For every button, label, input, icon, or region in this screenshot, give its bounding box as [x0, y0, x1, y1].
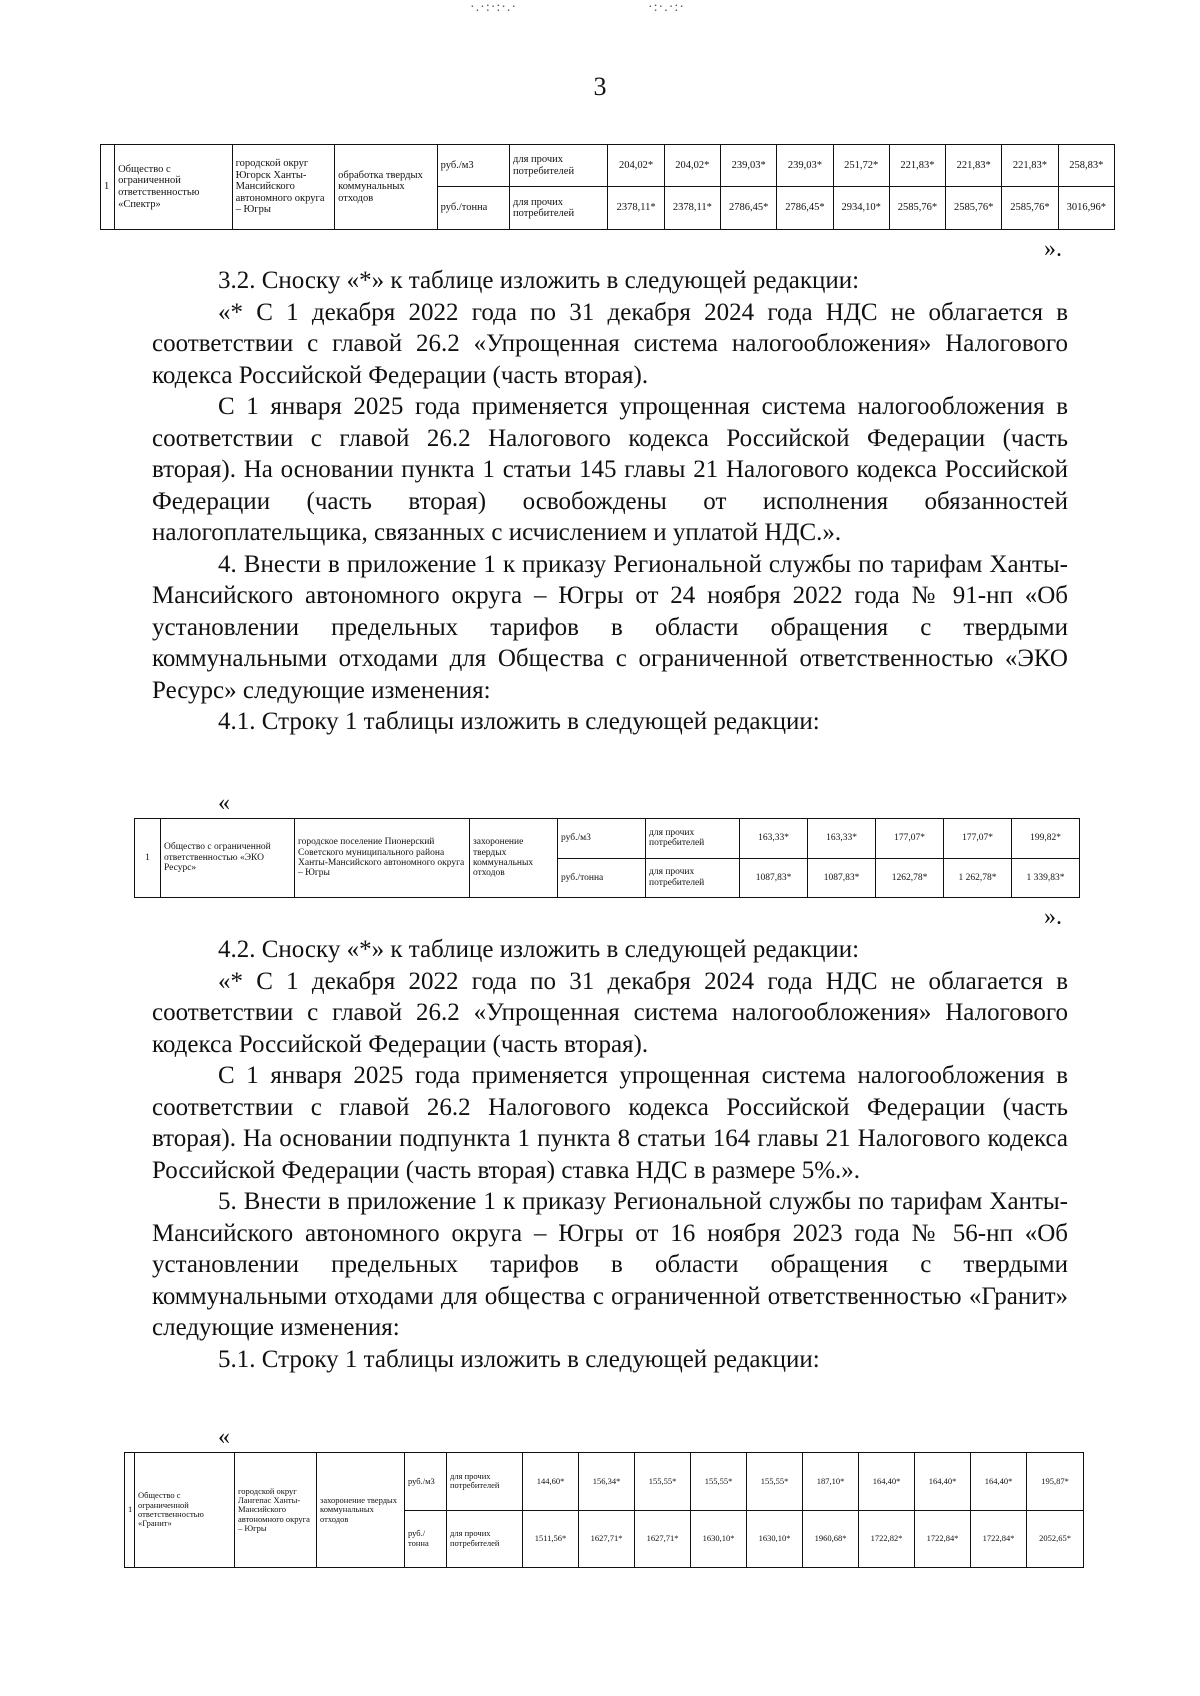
paragraph: 4. Внести в приложение 1 к приказу Региональной службы по тарифам Ханты-Мансийского автономного округа – Югры от 24 ноября 2022 года № 91-нп «Об установлении предельных тарифов в области обращения с твердыми коммунальными отходами для Общества с ограниченной ответственностью «ЭКО Ресурс» следующие изменения:: [152, 550, 1068, 704]
scan-artifact: ·:·.·:·: [648, 0, 685, 15]
consumer-group-cell: для прочих потребителей: [447, 1453, 523, 1511]
tariff-table-granit: [124, 1452, 1084, 1568]
tariff-table-eko-resurs: [134, 818, 1080, 898]
tariff-value: 164,40*: [915, 1453, 971, 1511]
activity-cell: захоронение твердых коммунальных отходов: [317, 1453, 405, 1568]
paragraph: 5.1. Строку 1 таблицы изложить в следующей редакции:: [218, 1345, 820, 1373]
tariff-value: 204,02*: [664, 145, 720, 187]
row-number: 1: [125, 1453, 135, 1568]
activity-cell: захоронение твердых коммунальных отходов: [470, 819, 558, 898]
tariff-value: 155,55*: [691, 1453, 747, 1511]
consumer-group-cell: для прочих потребителей: [447, 1510, 523, 1568]
unit-cell: руб./м3: [558, 819, 646, 859]
paragraph: С 1 января 2025 года применяется упрощенная система налогообложения в соответствии с главой 26.2 Налогового кодекса Российской Федерации (часть вторая). На основании подпункта 1 пункта 8 статьи 164 главы 21 Налогового кодекса Российской Федерации (часть вторая) ставка НДС в размере 5%.».: [152, 1062, 1068, 1184]
opening-quote: «: [218, 790, 230, 816]
consumer-group-cell: для прочих потребителей: [509, 187, 607, 230]
text-block-1: [152, 265, 1068, 738]
tariff-value: 1627,71*: [635, 1510, 691, 1568]
tariff-value: 2786,45*: [721, 187, 777, 230]
territory-cell: городской округ Лангепас Ханты-Мансийского автономного округа – Югры: [235, 1453, 317, 1568]
tariff-value: 1722,82*: [859, 1510, 915, 1568]
tariff-value: 2585,76*: [889, 187, 945, 230]
unit-cell: руб./м3: [437, 145, 509, 187]
tariff-value: 221,83*: [1002, 145, 1058, 187]
tariff-value: 239,03*: [777, 145, 833, 187]
paragraph: 4.2. Сноску «*» к таблице изложить в следующей редакции:: [218, 936, 860, 963]
tariff-value: 1087,83*: [808, 858, 876, 898]
page-number: 3: [593, 72, 607, 101]
organization-cell: Общество с ограниченной ответственностью «ЭКО Ресурс»: [161, 819, 295, 898]
tariff-value: 239,03*: [721, 145, 777, 187]
closing-quote: ».: [1044, 904, 1062, 930]
tariff-value: 204,02*: [608, 145, 664, 187]
tariff-value: 156,34*: [579, 1453, 635, 1511]
tariff-value: 164,40*: [859, 1453, 915, 1511]
tariff-value: 258,83*: [1058, 145, 1114, 187]
tariff-value: 195,87*: [1027, 1453, 1084, 1511]
unit-cell: руб./тонна: [405, 1510, 447, 1568]
tariff-value: 177,07*: [944, 819, 1012, 859]
tariff-value: 1630,10*: [691, 1510, 747, 1568]
tariff-value: 164,40*: [971, 1453, 1027, 1511]
tariff-value: 155,55*: [635, 1453, 691, 1511]
row-number: 1: [101, 145, 115, 230]
tariff-value: 1 339,83*: [1012, 858, 1080, 898]
opening-quote: «: [218, 1424, 230, 1450]
consumer-group-cell: для прочих потребителей: [646, 858, 740, 898]
tariff-value: 2052,65*: [1027, 1510, 1084, 1568]
tariff-value: 2585,76*: [946, 187, 1002, 230]
tariff-value: 187,10*: [803, 1453, 859, 1511]
paragraph: С 1 января 2025 года применяется упрощенная система налогообложения в соответствии с главой 26.2 Налогового кодекса Российской Федерации (часть вторая). На основании пункта 1 статьи 145 главы 21 Налогового кодекса Российской Федерации (часть вторая) освобождены от исполнения обязанностей налогоплательщика, связанных с исчислением и уплатой НДС.».: [152, 393, 1068, 546]
tariff-value: 1 262,78*: [944, 858, 1012, 898]
tariff-value: 1722,84*: [915, 1510, 971, 1568]
paragraph: «* С 1 декабря 2022 года по 31 декабря 2024 года НДС не облагается в соответствии с главой 26.2 «Упрощенная система налогообложения» Налогового кодекса Российской Федерации (часть вторая).: [152, 298, 1068, 389]
tariff-value: 177,07*: [876, 819, 944, 859]
tariff-value: 1511,56*: [523, 1510, 579, 1568]
paragraph: 4.1. Строку 1 таблицы изложить в следующей редакции:: [218, 708, 820, 735]
tariff-value: 1262,78*: [876, 858, 944, 898]
tariff-value: 251,72*: [833, 145, 889, 187]
tariff-value: 2378,11*: [664, 187, 720, 230]
consumer-group-cell: для прочих потребителей: [646, 819, 740, 859]
tariff-value: 3016,96*: [1058, 187, 1114, 230]
tariff-value: 2585,76*: [1002, 187, 1058, 230]
tariff-value: 1087,83*: [740, 858, 808, 898]
text-block-2: [152, 934, 1068, 1375]
tariff-value: 163,33*: [740, 819, 808, 859]
unit-cell: руб./тонна: [558, 858, 646, 898]
tariff-value: 1960,68*: [803, 1510, 859, 1568]
tariff-value: 2934,10*: [833, 187, 889, 230]
closing-quote: ».: [1044, 236, 1062, 262]
tariff-value: 1630,10*: [747, 1510, 803, 1568]
unit-cell: руб./тонна: [437, 187, 509, 230]
tariff-value: 2786,45*: [777, 187, 833, 230]
tariff-value: 144,60*: [523, 1453, 579, 1511]
paragraph: «* С 1 декабря 2022 года по 31 декабря 2024 года НДС не облагается в соответствии с главой 26.2 «Упрощенная система налогообложения» Налогового кодекса Российской Федерации (часть вторая).: [152, 967, 1068, 1058]
scan-artifact: ·.·:·:·.·: [470, 0, 518, 15]
row-number: 1: [135, 819, 161, 898]
tariff-value: 1627,71*: [579, 1510, 635, 1568]
tariff-value: 1722,84*: [971, 1510, 1027, 1568]
consumer-group-cell: для прочих потребителей: [509, 145, 607, 187]
table-row: [101, 145, 1115, 187]
tariff-table-spectr: [100, 144, 1115, 230]
paragraph: 3.2. Сноску «*» к таблице изложить в следующей редакции:: [218, 267, 860, 294]
unit-cell: руб./м3: [405, 1453, 447, 1511]
territory-cell: городское поселение Пионерский Советского муниципального района Ханты-Мансийского автономного округа – Югры: [295, 819, 470, 898]
tariff-value: 163,33*: [808, 819, 876, 859]
tariff-value: 155,55*: [747, 1453, 803, 1511]
organization-cell: Общество с ограниченной ответственностью «Гранит»: [135, 1453, 235, 1568]
territory-cell: городской округ Югорск Ханты-Мансийского автономного округа – Югры: [232, 145, 335, 230]
paragraph: 5. Внести в приложение 1 к приказу Региональной службы по тарифам Ханты-Мансийского автономного округа – Югры от 16 ноября 2023 года № 56-нп «Об установлении предельных тарифов в области обращения с твердыми коммунальными отходами для общества с ограниченной ответственностью «Гранит» следующие изменения:: [152, 1188, 1068, 1341]
tariff-value: 221,83*: [946, 145, 1002, 187]
tariff-value: 199,82*: [1012, 819, 1080, 859]
organization-cell: Общество с ограниченной ответственностью «Спектр»: [115, 145, 233, 230]
tariff-value: 2378,11*: [608, 187, 664, 230]
activity-cell: обработка твердых коммунальных отходов: [335, 145, 438, 230]
table-row: [125, 1453, 1084, 1511]
tariff-value: 221,83*: [889, 145, 945, 187]
table-row: [135, 819, 1080, 859]
